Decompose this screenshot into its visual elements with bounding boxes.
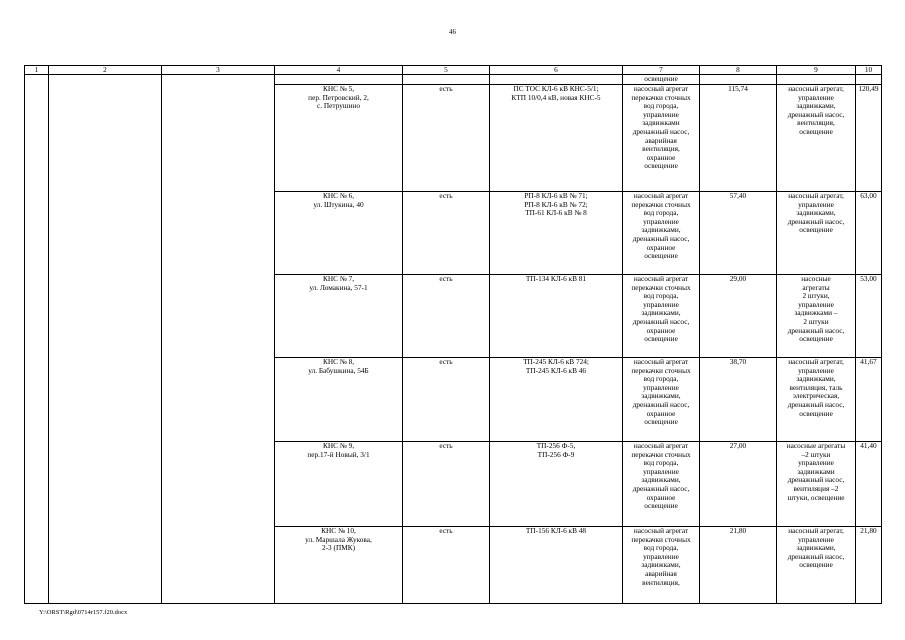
availability-cell: есть	[403, 192, 490, 275]
equipment-cell: насосный агрегат, управление задвижками, дренажный насос, вентиляция, освещение	[777, 85, 856, 192]
consumers-cell: насосный агрегат перекачки сточных вод города, управление задвижками дренажный насос, аварийная вентиляция, охранное освещение	[623, 85, 700, 192]
column-number: 6	[490, 66, 623, 75]
cell-c10	[856, 75, 882, 85]
column-number-row	[25, 66, 882, 75]
column-number: 9	[777, 66, 856, 75]
power-source-cell: ТП-245 КЛ-6 кВ 724; ТП-245 КЛ-6 кВ 46	[490, 358, 623, 442]
consumers-cell: насосный агрегат перекачки сточных вод города, управление задвижками, дренажный насос, охранное освещение	[623, 192, 700, 275]
availability-cell: есть	[403, 275, 490, 358]
cell-c7: освещение	[623, 75, 700, 85]
column-number: 10	[856, 66, 882, 75]
cell-c4	[275, 75, 403, 85]
data-table	[24, 65, 882, 604]
consumers-cell: насосный агрегат перекачки сточных вод города, управление задвижками, дренажный насос, охранное освещение	[623, 358, 700, 442]
value-cell: 38,70	[700, 358, 777, 442]
total-cell: 21,80	[856, 527, 882, 604]
equipment-cell: насосный агрегат, управление задвижками, дренажный насос, освещение	[777, 192, 856, 275]
station-cell: КНС № 5, пер. Петровский, 2, с. Петрушино	[275, 85, 403, 192]
file-path-footer: Y:\ORST\Rgd\0714r157.f20.docx	[39, 609, 128, 616]
cell-c5	[403, 75, 490, 85]
availability-cell: есть	[403, 85, 490, 192]
equipment-cell: насосные агрегаты 2 штуки, управление задвижками – 2 штуки дренажный насос, освещение	[777, 275, 856, 358]
power-source-cell: РП-8 КЛ-6 кВ № 71; РП-8 КЛ-6 кВ № 72; ТП-61 КЛ-6 кВ № 8	[490, 192, 623, 275]
power-source-cell: ТП-256 Ф-5, ТП-256 Ф-9	[490, 442, 623, 527]
consumers-cell: насосный агрегат перекачки сточных вод города, управление задвижками, дренажный насос, охранное освещение	[623, 442, 700, 527]
station-cell: КНС № 10, ул. Маршала Жукова, 2-3 (ПМК)	[275, 527, 403, 604]
equipment-cell: насосный агрегат, управление задвижками, дренажный насос, освещение	[777, 527, 856, 604]
value-cell: 21,80	[700, 527, 777, 604]
total-cell: 41,40	[856, 442, 882, 527]
power-source-cell: ПС ТОС КЛ-6 кВ КНС-5/1; КТП 10/0,4 кВ, новая КНС-5	[490, 85, 623, 192]
column-number: 4	[275, 66, 403, 75]
col1-merged-cell	[25, 75, 49, 604]
station-cell: КНС № 8, ул. Бабушкина, 54Б	[275, 358, 403, 442]
value-cell: 57,40	[700, 192, 777, 275]
station-cell: КНС № 9, пер.17-й Новый, 3/1	[275, 442, 403, 527]
station-cell: КНС № 7, ул. Ломакина, 57-1	[275, 275, 403, 358]
value-cell: 27,00	[700, 442, 777, 527]
consumers-cell: насосный агрегат перекачки сточных вод города, управление задвижками, дренажный насос, охранное освещение	[623, 275, 700, 358]
total-cell: 53,00	[856, 275, 882, 358]
cell-c8	[700, 75, 777, 85]
equipment-cell: насосные агрегаты –2 штуки управление задвижками дренажный насос, вентиляция –2 штуки, освещение	[777, 442, 856, 527]
power-source-cell: ТП-156 КЛ-6 кВ 48	[490, 527, 623, 604]
column-number: 2	[49, 66, 162, 75]
total-cell: 41,67	[856, 358, 882, 442]
column-number: 5	[403, 66, 490, 75]
column-number: 8	[700, 66, 777, 75]
availability-cell: есть	[403, 358, 490, 442]
value-cell: 29,00	[700, 275, 777, 358]
total-cell: 120,49	[856, 85, 882, 192]
equipment-cell: насосный агрегат, управление задвижками, вентиляция, таль электрическая, дренажный насос, освещение	[777, 358, 856, 442]
consumers-cell: насосный агрегат перекачки сточных вод города, управление задвижками, аварийная вентиляция,	[623, 527, 700, 604]
column-number: 1	[25, 66, 49, 75]
column-number: 3	[162, 66, 275, 75]
availability-cell: есть	[403, 527, 490, 604]
cell-c6	[490, 75, 623, 85]
continuation-row	[25, 75, 882, 85]
power-source-cell: ТП-134 КЛ-6 кВ 81	[490, 275, 623, 358]
station-cell: КНС № 6, ул. Штукина, 40	[275, 192, 403, 275]
page-number: 46	[449, 28, 456, 36]
col2-merged-cell	[49, 75, 162, 604]
column-number: 7	[623, 66, 700, 75]
cell-c9	[777, 75, 856, 85]
value-cell: 115,74	[700, 85, 777, 192]
total-cell: 63,00	[856, 192, 882, 275]
col3-merged-cell	[162, 75, 275, 604]
availability-cell: есть	[403, 442, 490, 527]
